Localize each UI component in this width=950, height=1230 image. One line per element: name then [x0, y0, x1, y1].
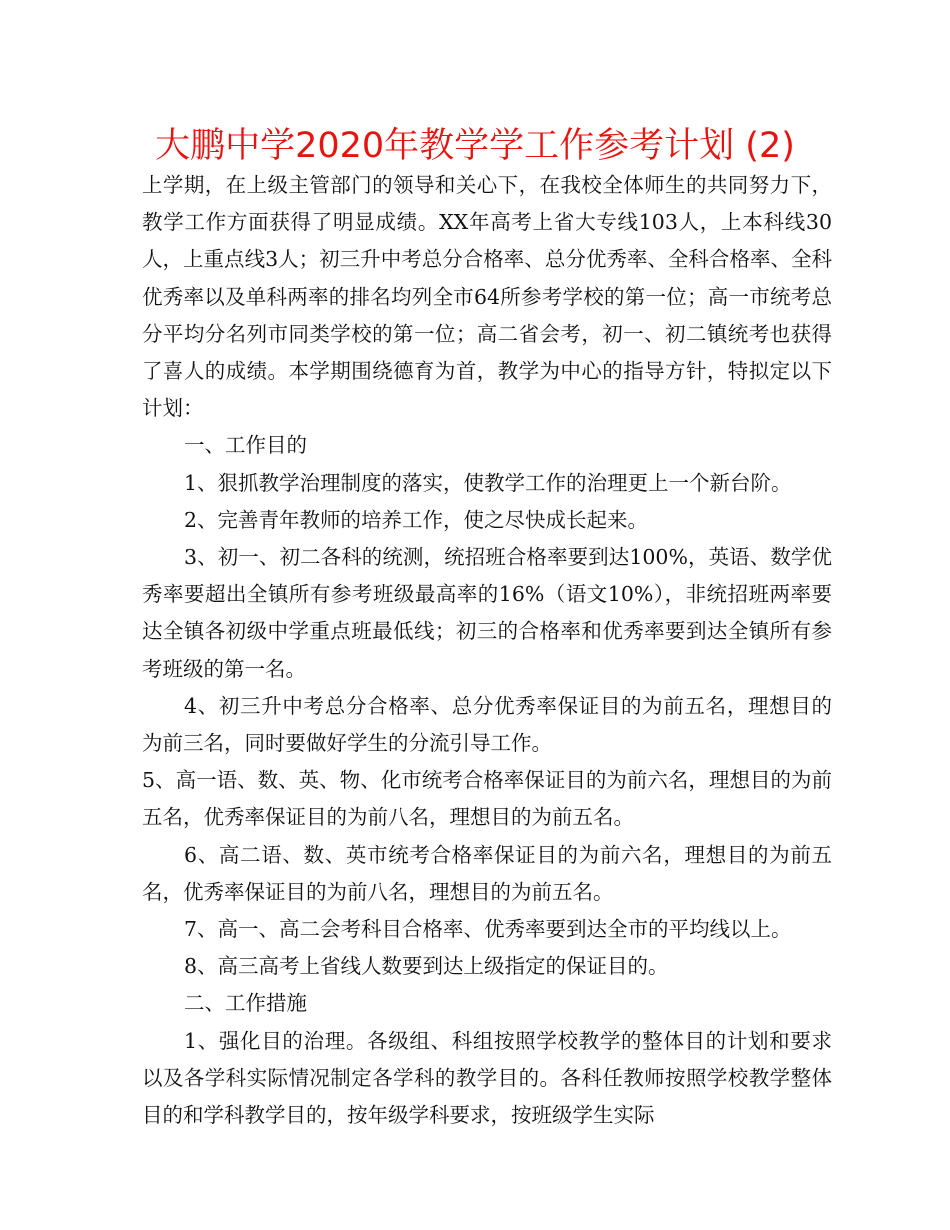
section-heading-goals: 一、工作目的 — [184, 433, 307, 458]
paragraph-goal-4: 4、初三升中考总分合格率、总分优秀率保证目的为前五名，理想目的为前三名，同时要做好学生的分流引导工作。 — [142, 693, 832, 756]
paragraph-goal-8: 8、高三高考上省线人数要到达上级指定的保证目的。 — [184, 954, 669, 979]
paragraph-goal-7: 7、高一、高二会考科目合格率、优秀率要到达全市的平均线以上。 — [184, 917, 792, 942]
section-heading-measures: 二、工作措施 — [184, 991, 307, 1016]
document-body — [142, 167, 832, 1134]
paragraph-goal-5: 5、高一语、数、英、物、化市统考合格率保证目的为前六名，理想目的为前五名，优秀率保证目的为前八名，理想目的为前五名。 — [142, 768, 832, 830]
document-title: 大鹏中学2020年教学学工作参考计划 (2) — [155, 126, 795, 166]
paragraph-goal-3: 3、初一、初二各科的统测，统招班合格率要到达100%，英语、数学优秀率要超出全镇所有参考班级最高率的16%（语文10%），非统招班两率要达全镇各初级中学重点班最低线；初三的合格率和优秀率要到达全镇所有参考班级的第一名。 — [142, 545, 832, 681]
paragraph-intro: 上学期，在上级主管部门的领导和关心下，在我校全体师生的共同努力下，教学工作方面获得了明显成绩。XX年高考上省大专线103人，上本科线30人，上重点线3人；初三升中考总分合格率、总分优秀率、全科合格率、全科优秀率以及单科两率的排名均列全市64所参考学校的第一位；高一市统考总分平均分名列市同类学校的第一位；高二省会考，初一、初二镇统考也获得了喜人的成绩。本学期围绕德育为首，教学为中心的指导方针，特拟定以下计划： — [142, 173, 832, 421]
paragraph-goal-6: 6、高二语、数、英市统考合格率保证目的为前六名，理想目的为前五名，优秀率保证目的为前八名，理想目的为前五名。 — [142, 842, 832, 904]
paragraph-goal-2: 2、完善青年教师的培养工作，使之尽快成长起来。 — [184, 507, 649, 532]
paragraph-measure-1: 1、强化目的治理。各级组、科组按照学校教学的整体目的计划和要求以及各学科实际情况制定各学科的教学目的。各科任教师按照学校教学整体目的和学科教学目的，按年级学科要求，按班级学生实际 — [142, 1028, 832, 1128]
paragraph-goal-1: 1、狠抓教学治理制度的落实，使教学工作的治理更上一个新台阶。 — [184, 470, 792, 495]
